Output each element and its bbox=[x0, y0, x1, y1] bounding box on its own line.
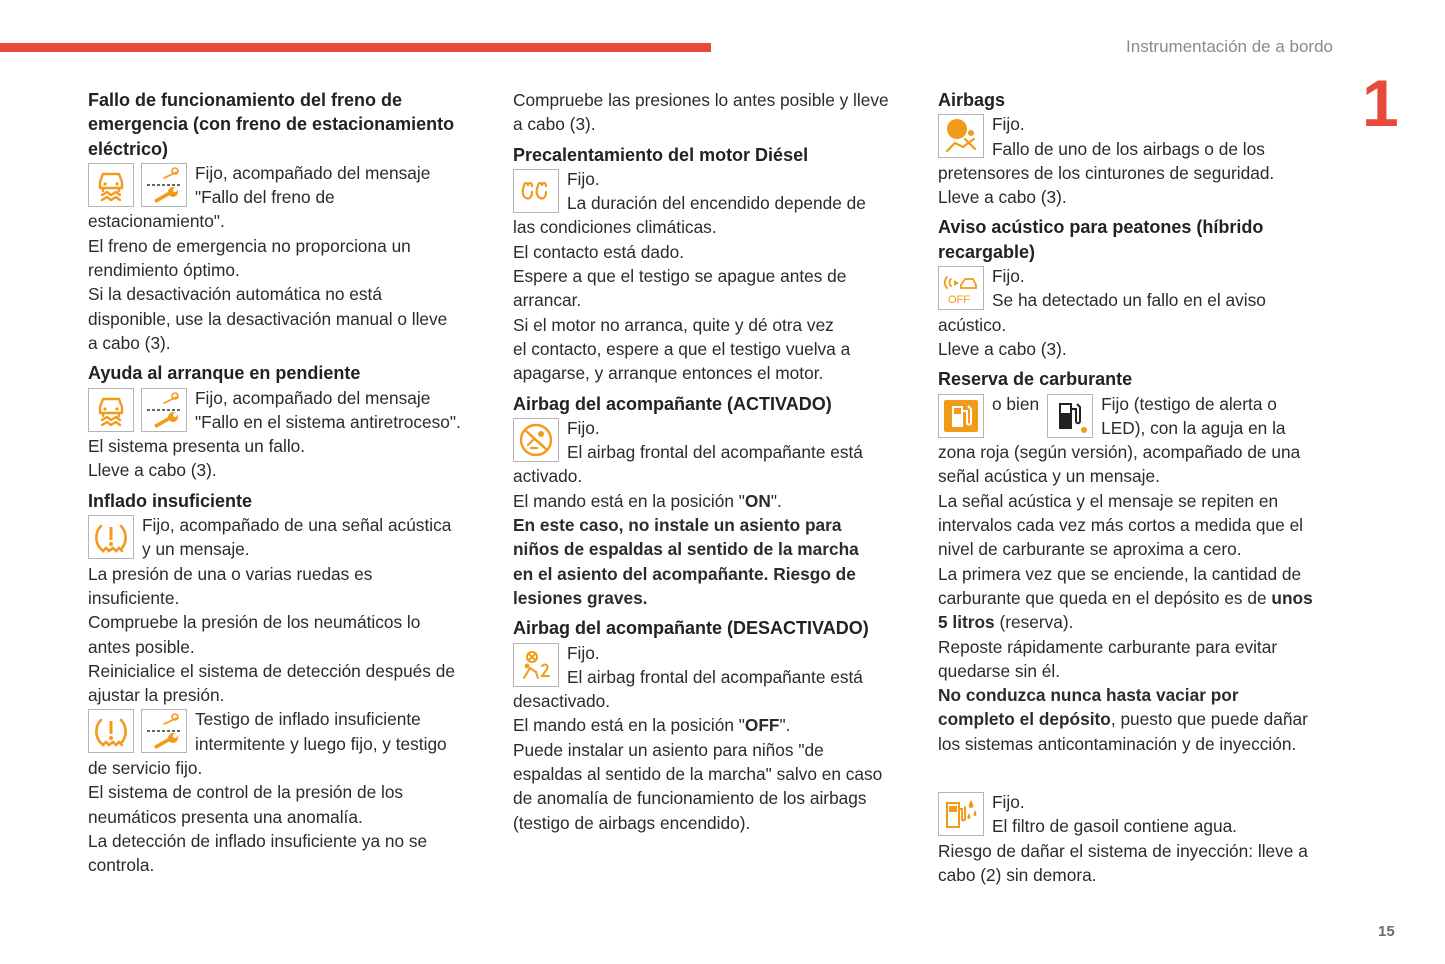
water-in-diesel-icon bbox=[938, 792, 984, 836]
text-line: las condiciones climáticas. bbox=[513, 217, 717, 238]
text-line: La duración del encendido depende de bbox=[567, 193, 866, 214]
text-line: Fijo. bbox=[992, 266, 1025, 287]
text-line: activado. bbox=[513, 466, 583, 487]
tire-pressure-icon bbox=[88, 515, 134, 559]
text-line: "Fallo en el sistema antiretroceso". bbox=[195, 411, 461, 432]
column-2 bbox=[513, 88, 913, 835]
warning-text: lesiones graves. bbox=[513, 587, 648, 608]
text-line: zona roja (según versión), acompañado de una bbox=[938, 442, 1301, 463]
text-line: La detección de inflado insuficiente ya no se bbox=[88, 830, 428, 851]
section-title: Fallo de funcionamiento del freno de emergencia (con freno de estacionamiento eléctrico) bbox=[88, 90, 455, 159]
text-line: intervalos cada vez más cortos a medida que el bbox=[938, 515, 1304, 536]
text-line: Fijo (testigo de alerta o bbox=[1101, 393, 1277, 414]
text-line: (testigo de airbags encendido). bbox=[513, 812, 751, 833]
warning-text: en el asiento del acompañante. Riesgo de bbox=[513, 563, 856, 584]
service-wrench-icon bbox=[141, 388, 187, 432]
text-line: completo el depósito, puesto que puede dañar bbox=[938, 709, 1308, 730]
text-line: antes posible. bbox=[88, 636, 195, 657]
service-wrench-icon bbox=[141, 709, 187, 753]
text-line: pretensores de los cinturones de seguridad. bbox=[938, 162, 1275, 183]
text-line: LED), con la aguja en la bbox=[1101, 417, 1286, 438]
text-line: El mando está en la posición "ON". bbox=[513, 490, 782, 511]
text-line: El sistema de control de la presión de los bbox=[88, 782, 404, 803]
text-line: a cabo (3). bbox=[88, 332, 171, 353]
section-title: Precalentamiento del motor Diésel bbox=[513, 144, 809, 165]
text-line: Riesgo de dañar el sistema de inyección: lleve a bbox=[938, 840, 1308, 861]
text-line: espaldas al sentido de la marcha" salvo en caso bbox=[513, 764, 883, 785]
warning-icons bbox=[938, 266, 984, 310]
text-line: Fijo, acompañado del mensaje bbox=[195, 162, 431, 183]
text-line: acústico. bbox=[938, 314, 1007, 335]
text-line: y un mensaje. bbox=[142, 539, 250, 560]
section-title: Airbag del acompañante (ACTIVADO) bbox=[513, 393, 832, 414]
airbag-fault-icon bbox=[938, 114, 984, 158]
text-line: La presión de una o varias ruedas es bbox=[88, 563, 373, 584]
warning-icons bbox=[938, 114, 984, 158]
text-line: Compruebe la presión de los neumáticos lo bbox=[88, 612, 421, 633]
page-number: 15 bbox=[1378, 923, 1395, 940]
text-line: quedarse sin él. bbox=[938, 660, 1061, 681]
text-line: intermitente y luego fijo, y testigo bbox=[195, 733, 447, 754]
icon-off-label: OFF bbox=[948, 294, 970, 307]
text-line: Reposte rápidamente carburante para evitar bbox=[938, 636, 1278, 657]
text-line: carburante que queda en el depósito es de unos bbox=[938, 587, 1313, 608]
column-1 bbox=[88, 88, 488, 878]
text-line: ajustar la presión. bbox=[88, 685, 225, 706]
text-line: de servicio fijo. bbox=[88, 758, 203, 779]
text-line: La señal acústica y el mensaje se repiten en bbox=[938, 490, 1279, 511]
passenger-airbag-on-icon bbox=[513, 418, 559, 462]
section-title: Inflado insuficiente bbox=[88, 490, 253, 511]
section-header-title: Instrumentación de a bordo bbox=[1126, 37, 1333, 56]
text-line: cabo (2) sin demora. bbox=[938, 864, 1097, 885]
section-title: Reserva de carburante bbox=[938, 369, 1133, 390]
text-line: apagarse, y arranque entonces el motor. bbox=[513, 363, 824, 384]
text-line: Lleve a cabo (3). bbox=[938, 338, 1067, 359]
text-line: El airbag frontal del acompañante está bbox=[567, 442, 863, 463]
text-line: de anomalía de funcionamiento de los airbags bbox=[513, 788, 867, 809]
warning-icons bbox=[88, 163, 187, 207]
parking-brake-warning-icon bbox=[88, 163, 134, 207]
warning-icons bbox=[88, 515, 134, 559]
section-title: Ayuda al arranque en pendiente bbox=[88, 363, 361, 384]
text-line: Si la desactivación automática no está bbox=[88, 284, 382, 305]
text-line: La primera vez que se enciende, la cantidad de bbox=[938, 563, 1302, 584]
text-line: arrancar. bbox=[513, 290, 582, 311]
service-wrench-icon bbox=[141, 163, 187, 207]
text-line: El mando está en la posición "OFF". bbox=[513, 715, 791, 736]
text-line: insuficiente. bbox=[88, 587, 180, 608]
text-line: disponible, use la desactivación manual o lleve bbox=[88, 308, 448, 329]
text-line: El freno de emergencia no proporciona un bbox=[88, 235, 411, 256]
text-line: El contacto está dado. bbox=[513, 241, 685, 262]
text-line: neumáticos presenta una anomalía. bbox=[88, 806, 363, 827]
warning-icons bbox=[513, 418, 559, 462]
header-accent-bar bbox=[0, 43, 711, 52]
text-line: controla. bbox=[88, 855, 155, 876]
warning-icons bbox=[513, 169, 559, 213]
text-line: señal acústica y un mensaje. bbox=[938, 466, 1160, 487]
text-line: desactivado. bbox=[513, 691, 611, 712]
text-line: Fallo de uno de los airbags o de los bbox=[992, 138, 1265, 159]
text-line: El airbag frontal del acompañante está bbox=[567, 666, 863, 687]
column-3 bbox=[938, 88, 1338, 887]
text-line: Fijo. bbox=[567, 417, 600, 438]
text-line: 5 litros (reserva). bbox=[938, 612, 1074, 633]
warning-text: niños de espaldas al sentido de la marcha bbox=[513, 539, 859, 560]
text-line: "Fallo del freno de bbox=[195, 187, 335, 208]
text-line: los sistemas anticontaminación y de inyección. bbox=[938, 733, 1297, 754]
glow-plug-icon bbox=[513, 169, 559, 213]
text-line: Reinicialice el sistema de detección después de bbox=[88, 660, 455, 681]
text-line: Fijo, acompañado del mensaje bbox=[195, 387, 431, 408]
text-line: Si el motor no arranca, quite y dé otra vez bbox=[513, 314, 834, 335]
text-line: El filtro de gasoil contiene agua. bbox=[992, 816, 1237, 837]
section-title: Airbag del acompañante (DESACTIVADO) bbox=[513, 618, 869, 639]
text-line: Testigo de inflado insuficiente bbox=[195, 709, 421, 730]
warning-icons bbox=[938, 792, 984, 836]
passenger-airbag-off-icon bbox=[513, 643, 559, 687]
text-line: Puede instalar un asiento para niños "de bbox=[513, 739, 824, 760]
parking-brake-warning-icon bbox=[88, 388, 134, 432]
text-line: Compruebe las presiones lo antes posible y lleve bbox=[513, 90, 889, 110]
warning-icons bbox=[88, 709, 187, 753]
text-line: El sistema presenta un fallo. bbox=[88, 436, 306, 457]
fuel-warning-row bbox=[938, 392, 1338, 441]
text-line: nivel de carburante se aproxima a cero. bbox=[938, 539, 1242, 560]
fuel-led-icon bbox=[1047, 394, 1093, 438]
warning-text: En este caso, no instale un asiento para bbox=[513, 515, 842, 536]
warning-text: No conduzca nunca hasta vaciar por bbox=[938, 685, 1239, 706]
text-line: Fijo, acompañado de una señal acústica bbox=[142, 515, 452, 536]
text-line: Espere a que el testigo se apague antes de bbox=[513, 266, 847, 287]
text-line: Fijo. bbox=[567, 642, 600, 663]
text-line: Lleve a cabo (3). bbox=[88, 460, 217, 481]
section-title: Airbags bbox=[938, 90, 1006, 110]
section-title: Aviso acústico para peatones (híbrido recargable) bbox=[938, 217, 1264, 262]
pedestrian-sound-off-icon bbox=[938, 266, 984, 310]
warning-icons bbox=[513, 643, 559, 687]
chapter-number: 1 bbox=[1362, 66, 1399, 140]
or-label: o bien bbox=[992, 393, 1040, 414]
text-line: estacionamiento". bbox=[88, 211, 225, 232]
fuel-pump-icon bbox=[938, 394, 984, 438]
text-line: Fijo. bbox=[992, 792, 1025, 813]
text-line: rendimiento óptimo. bbox=[88, 260, 240, 281]
text-line: Fijo. bbox=[567, 168, 600, 189]
text-line: Se ha detectado un fallo en el aviso bbox=[992, 290, 1266, 311]
tire-pressure-icon bbox=[88, 709, 134, 753]
text-line: a cabo (3). bbox=[513, 114, 596, 135]
warning-icons bbox=[88, 388, 187, 432]
text-line: el contacto, espere a que el testigo vuelva a bbox=[513, 338, 851, 359]
text-line: Lleve a cabo (3). bbox=[938, 187, 1067, 208]
text-line: Fijo. bbox=[992, 114, 1025, 135]
